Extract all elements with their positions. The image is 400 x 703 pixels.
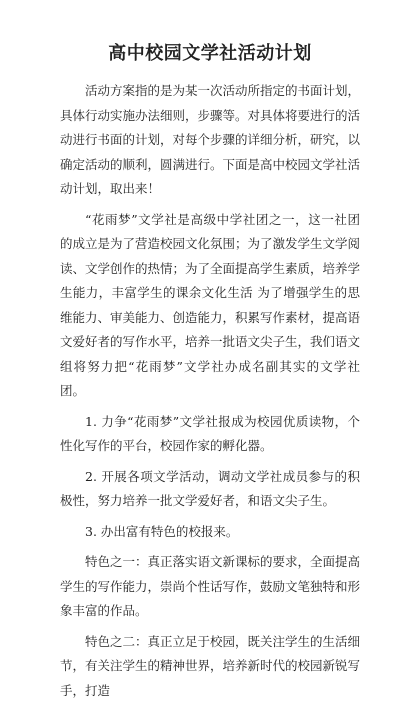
paragraph-goal-1: 1. 力争“花雨梦”文学社报成为校园优质读物，个性化写作的平台，校园作家的孵化器。 [60,410,360,459]
paragraph-intro: 活动方案指的是为某一次活动所指定的书面计划，具体行动实施办法细则，步骤等。对具体将要进行的活动进行书面的计划，对每个步骤的详细分析，研究，以确定活动的顺利，圆满进行。下面是高中校园文学社活动计划，取出来！ [60,79,360,202]
paragraph-goal-3: 3. 办出富有特色的校报来。 [60,520,360,545]
paragraph-goal-2: 2. 开展各项文学活动，调动文学社成员参与的积极性，努力培养一批文学爱好者，和语文尖子生。 [60,465,360,514]
paragraph-feature-1: 特色之一：真正落实语文新课标的要求，全面提高学生的写作能力，崇尚个性话写作，鼓励文笔独特和形象丰富的作品。 [60,550,360,624]
paragraph-feature-2: 特色之二：真正立足于校园，既关注学生的生活细节，有关注学生的精神世界，培养新时代的校园新锐写手，打造 [60,630,360,703]
document-title: 高中校园文学社活动计划 [60,42,360,66]
paragraph-society-purpose: “花雨梦”文学社是高级中学社团之一，这一社团的成立是为了营造校园文化氛围；为了激发学生文学阅读、文学创作的热情；为了全面提高学生素质，培养学生能力，丰富学生的课余文化生活 为了增强学生的思维能力、审美能力、创造能力，积累写作素材，提高语文爱好者的写作水平，培养一批语文尖子生，我们语文组将努力把“花雨梦”文学社办成名副其实的文学社团。 [60,208,360,404]
